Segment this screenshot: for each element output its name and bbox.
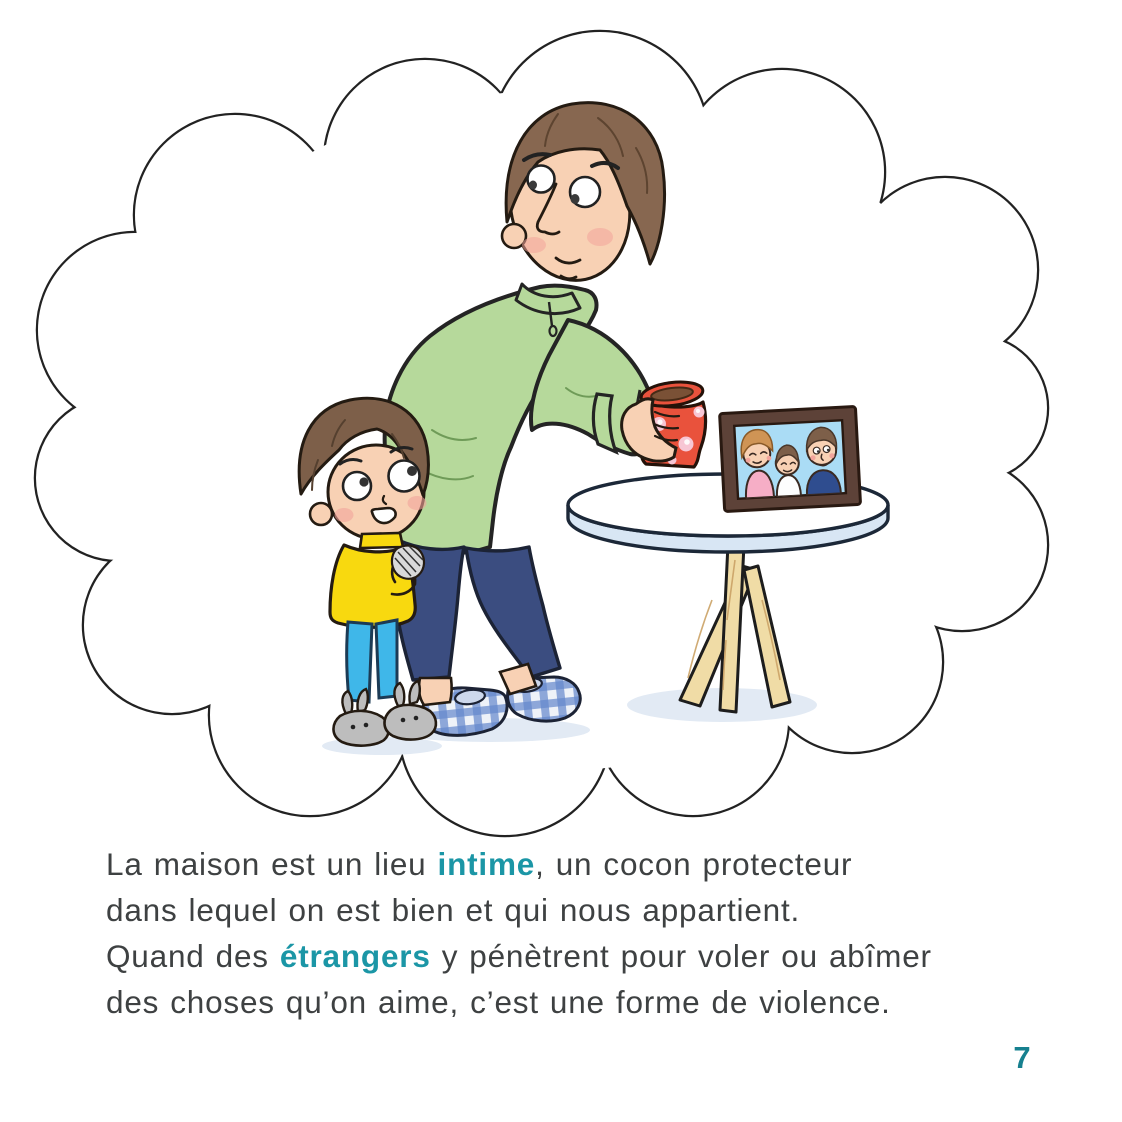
- photo-child: [774, 445, 801, 497]
- child-clasped-hands: [392, 546, 424, 579]
- text-segment: Quand des: [106, 938, 280, 974]
- child-shirt: [330, 533, 424, 627]
- text-segment: des choses qu’on aime, c’est une forme de violence.: [106, 984, 891, 1020]
- page-number: 7: [1013, 1040, 1031, 1075]
- text-segment: dans lequel on est bien et qui nous appartient.: [106, 892, 801, 928]
- text-line: [106, 846, 1046, 892]
- father-ankle-left: [419, 678, 452, 705]
- text-line: [106, 892, 1046, 938]
- text-segment: La maison est un lieu: [106, 846, 438, 882]
- bunny-slipper-left: [333, 711, 388, 746]
- bunny-slipper-right: [384, 705, 435, 740]
- child-eye-left: [343, 472, 371, 500]
- highlighted-word-etrangers: étrangers: [279, 938, 431, 974]
- text-line: [106, 938, 1046, 984]
- highlighted-word-intime: intime: [437, 846, 536, 882]
- child-ear: [310, 503, 332, 525]
- story-text: [106, 846, 1046, 1030]
- family-photo-frame: [720, 407, 861, 512]
- text-segment: y pénètrent pour voler ou abîmer: [430, 938, 932, 974]
- text-line: [106, 984, 1046, 1030]
- child-mouth: [372, 508, 396, 523]
- text-segment: , un cocon protecteur: [535, 846, 853, 882]
- child-eye-right: [389, 461, 420, 492]
- child-head: [299, 398, 428, 539]
